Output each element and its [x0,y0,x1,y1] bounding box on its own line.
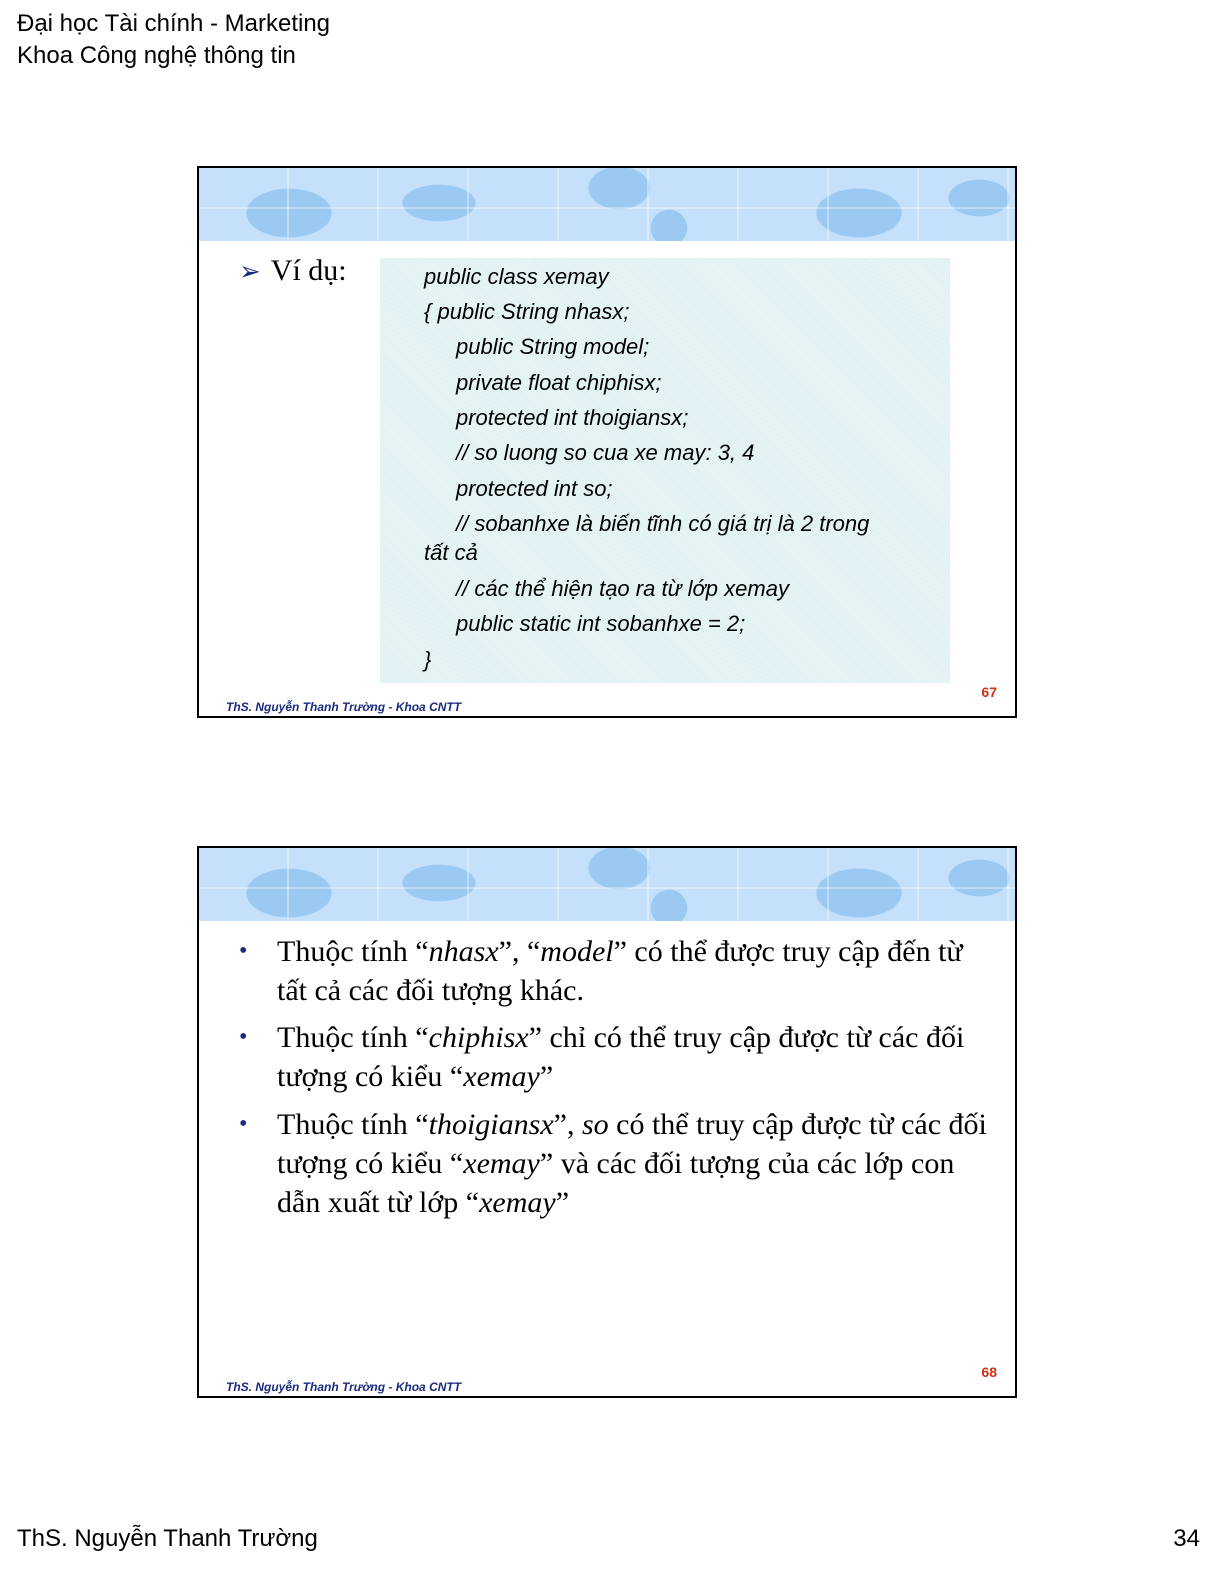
italic-text: chiphisx [428,1021,529,1054]
code-block [380,258,950,683]
page-author: ThS. Nguyễn Thanh Trường [17,1525,318,1552]
code-line: private float chiphisx; [456,370,662,395]
italic-text: xemay [463,1060,540,1093]
code-line: // sobanhxe là biến tĩnh có giá trị là 2 trong [456,511,870,536]
world-map-banner [199,848,1015,921]
text-segment: có thể truy cập được từ các đối tượng có kiểu “ [277,1108,987,1180]
code-line: protected int so; [456,476,613,501]
example-label [239,254,347,288]
slide-footer: ThS. Nguyễn Thanh Trường - Khoa CNTT [226,700,462,714]
code-line: { public String nhasx; [424,299,630,324]
italic-text: so [581,1108,609,1141]
bullet-text [277,1018,997,1096]
italic-text: xemay [479,1186,556,1219]
code-line: } [424,647,432,672]
text-segment: ”, “ [498,935,541,968]
world-map-banner [199,168,1015,241]
header-faculty: Khoa Công nghệ thông tin [17,42,296,69]
text-segment: Thuộc tính “ [277,1108,429,1141]
text-segment: ” [539,1060,554,1093]
text-segment: ” chỉ có thể truy cập được từ các đối tượng có kiểu “ [277,1021,965,1093]
text-segment: Thuộc tính “ [277,1021,429,1054]
italic-text: nhasx [428,935,499,968]
slide-67 [197,166,1017,718]
header-university: Đại học Tài chính - Marketing [17,10,331,37]
code-line: protected int thoigiansx; [456,405,689,430]
slide-68 [197,846,1017,1398]
bullet-icon: • [239,1111,248,1137]
code-line: public class xemay [424,264,609,289]
code-line: // so luong so cua xe may: 3, 4 [456,440,755,465]
italic-text: thoigiansx [428,1108,554,1141]
text-segment: ” [555,1186,570,1219]
bullet-icon: • [239,938,248,964]
text-segment: ”, [553,1108,582,1141]
code-line: // các thể hiện tạo ra từ lớp xemay [456,576,789,601]
example-label-text: Ví dụ: [270,254,347,287]
slide-number: 67 [981,684,997,700]
slide-footer: ThS. Nguyễn Thanh Trường - Khoa CNTT [226,1380,462,1394]
code-line: tất cả [424,540,478,565]
text-segment: ” và các đối tượng của các lớp con dẫn xuất từ lớp “ [277,1147,955,1219]
bullet-text [277,932,997,1010]
text-segment: Thuộc tính “ [277,935,429,968]
arrow-bullet-icon: ➢ [239,257,261,286]
italic-text: model [540,935,614,968]
bullet-icon: • [239,1024,248,1050]
text-segment: ” có thể được truy cập đến từ tất cả các đối tượng khác. [277,935,963,1007]
italic-text: xemay [463,1147,540,1180]
code-line: public String model; [456,334,650,359]
code-line: public static int sobanhxe = 2; [456,611,746,636]
slide-number: 68 [981,1364,997,1380]
page-number: 34 [1173,1525,1200,1552]
bullet-text [277,1105,997,1222]
